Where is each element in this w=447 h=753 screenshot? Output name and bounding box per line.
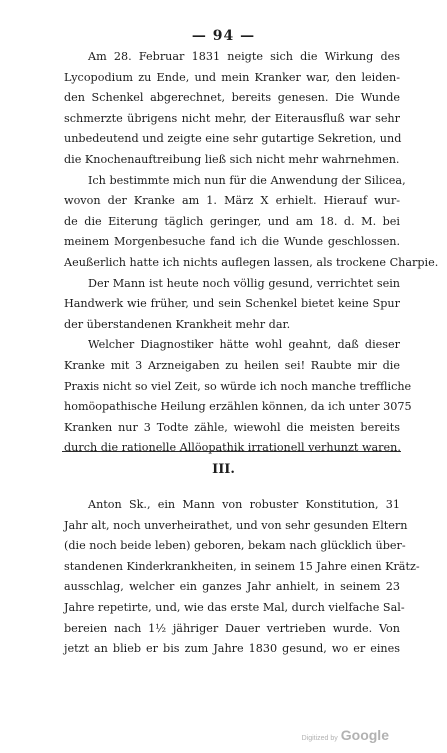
text-line: ausschlag, welcher ein ganzes Jahr anhielt, in seinem 23 [64, 580, 400, 594]
digitization-watermark [302, 727, 389, 745]
text-line: durch die rationelle Allöopathik irrationell verhunzt waren. [64, 441, 401, 455]
text-line: Aeußerlich hatte ich nichts auflegen lassen, als trockene Charpie. [64, 255, 439, 269]
text-line: der überstandenen Krankheit mehr dar. [64, 317, 291, 331]
text-line: den Schenkel abgerechnet, bereits genesen. Die Wunde [64, 91, 400, 105]
text-line: Am 28. Februar 1831 neigte sich die Wirkung des [88, 50, 400, 63]
text-line: wovon der Kranke am 1. März X erhielt. Hierauf wur- [64, 194, 400, 208]
text-line: (die noch beide leben) geboren, bekam nach glücklich über- [64, 539, 406, 553]
section-heading: III. [212, 462, 235, 477]
text-line: die Knochenauftreibung ließ sich nicht mehr wahrnehmen. [64, 152, 400, 166]
text-line: Jahre repetirte, und, wie das erste Mal, durch vielfache Sal- [64, 600, 405, 614]
text-line: jetzt an blieb er bis zum Jahre 1830 gesund, wo er eines [64, 642, 400, 656]
text-line: Handwerk wie früher, und sein Schenkel bietet keine Spur [64, 297, 400, 311]
text-line: standenen Kinderkrankheiten, in seinem 15 Jahre einen Krätz- [64, 559, 420, 573]
text-line: Welcher Diagnostiker hätte wohl geahnt, daß dieser [88, 338, 400, 352]
text-line: schmerzte übrigens nicht mehr, der Eiterausfluß war sehr [64, 111, 400, 125]
text-line: de die Eiterung täglich geringer, und am 18. d. M. bei [64, 214, 400, 228]
page-number: — 94 — [191, 28, 256, 44]
lower-text-block [64, 495, 420, 660]
text-line: bereien nach 1½ jähriger Dauer vertrieben wurde. Von [64, 621, 400, 635]
google-logo: Google [340, 727, 389, 743]
text-line: homöopathische Heilung erzählen können, da ich unter 3075 [64, 400, 412, 414]
text-line: Ich bestimmte mich nun für die Anwendung der Silicea, [88, 173, 406, 187]
text-line: Der Mann ist heute noch völlig gesund, verrichtet sein [88, 276, 400, 290]
text-line: Jahr alt, noch unverheirathet, und von sehr gesunden Eltern [64, 518, 408, 532]
text-line: unbedeutend und zeigte eine sehr gutartige Sekretion, und [64, 132, 402, 146]
text-line: Praxis nicht so viel Zeit, so würde ich noch manche treffliche [64, 379, 412, 393]
text-line: meinem Morgenbesuche fand ich die Wunde geschlossen. [64, 235, 400, 249]
watermark-prefix: Digitized by [301, 735, 338, 742]
text-line: Lycopodium zu Ende, und mein Kranker war, den leiden- [64, 70, 400, 84]
text-line: Anton Sk., ein Mann von robuster Konstitution, 31 [88, 498, 400, 511]
text-line: Kranken nur 3 Todte zähle, wiewohl die meisten bereits [64, 420, 400, 434]
section-divider [62, 451, 401, 452]
text-line: Kranke mit 3 Arzneigaben zu heilen sei! Raubte mir die [64, 358, 400, 372]
upper-text-block [64, 47, 439, 459]
